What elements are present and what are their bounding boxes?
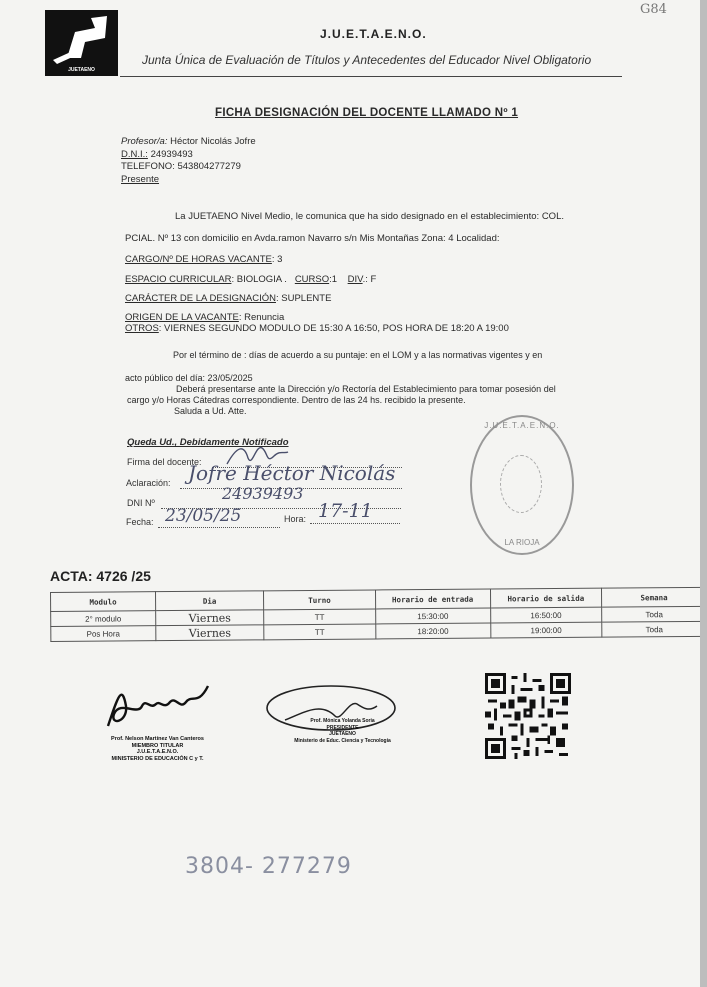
page-title: FICHA DESIGNACIÓN DEL DOCENTE LLAMADO Nº 1 bbox=[215, 107, 519, 119]
schedule-table bbox=[50, 587, 707, 642]
cell-turno: TT bbox=[264, 609, 376, 625]
caracter-label: CARÁCTER DE LA DESIGNACIÓN bbox=[125, 293, 276, 304]
page-edge bbox=[700, 0, 707, 987]
corner-handwritten-note: G84 bbox=[640, 2, 667, 17]
hora-dots bbox=[310, 523, 400, 524]
col-turno: Turno bbox=[264, 590, 376, 610]
col-salida: Horario de salida bbox=[490, 588, 602, 608]
fecha-handwriting: 23/05/25 bbox=[165, 506, 242, 526]
debera-line-2: cargo y/o Horas Cátedras correspondiente. Dentro de las 24 hs. recibido la presente. bbox=[127, 395, 466, 405]
left-signature-scribble bbox=[98, 676, 218, 736]
caracter-line bbox=[125, 293, 331, 304]
center-sig-role: PRESIDENTE bbox=[326, 724, 359, 731]
espacio-label: ESPACIO CURRICULAR bbox=[125, 274, 232, 285]
fecha-label: Fecha: bbox=[126, 517, 154, 527]
cell-turno: TT bbox=[264, 624, 376, 640]
cargo-line bbox=[125, 254, 282, 265]
fecha-dots bbox=[158, 527, 280, 528]
recipient-block bbox=[121, 136, 256, 186]
div-value: .: F bbox=[362, 274, 377, 285]
dni-label: D.N.I.: bbox=[121, 148, 148, 160]
dni-line bbox=[121, 149, 256, 162]
seal-bottom-text: LA RIOJA bbox=[504, 538, 540, 547]
aclaracion-handwriting: Jofre Héctor Nicolás bbox=[188, 461, 396, 485]
hora-label: Hora: bbox=[284, 514, 307, 524]
dni-handwriting: 24939493 bbox=[222, 484, 304, 503]
notificado-heading: Queda Ud., Debidamente Notificado bbox=[127, 437, 289, 448]
cargo-label: CARGO/Nº DE HORAS VACANTE bbox=[125, 254, 272, 265]
header-divider bbox=[120, 76, 622, 77]
otros-line bbox=[125, 323, 509, 334]
cell-modulo: Pos Hora bbox=[51, 626, 156, 642]
left-signature-caption bbox=[100, 736, 215, 762]
intro-line-1: La JUETAENO Nivel Medio, le comunica que ha sido designado en el establecimiento: COL. bbox=[175, 211, 564, 222]
left-sig-role: MIEMBRO TITULAR bbox=[131, 742, 184, 749]
presente-line: Presente bbox=[121, 173, 160, 185]
cargo-value: : 3 bbox=[271, 254, 283, 265]
div-label: DIV bbox=[347, 274, 363, 285]
cell-dia: Viernes bbox=[156, 625, 264, 641]
center-sig-name: Prof. Mónica Yolanda Soria bbox=[310, 718, 375, 724]
seal-emblem bbox=[500, 455, 542, 513]
espacio-line bbox=[125, 274, 376, 285]
logo-label: JUETAENO bbox=[68, 67, 95, 73]
debera-line-1: Deberá presentarse ante la Dirección y/o Rectoría del Establecimiento para tomar posesión del bbox=[176, 384, 556, 394]
qr-code[interactable] bbox=[485, 672, 571, 760]
col-semana: Semana bbox=[602, 587, 707, 607]
col-dia: Dia bbox=[155, 591, 263, 611]
origen-value: : Renuncia bbox=[238, 312, 285, 323]
profesor-label: Profesor/a: bbox=[121, 136, 168, 147]
left-sig-name: Prof. Nelson Martínez Van Canteros bbox=[111, 736, 204, 742]
dni-sig-label: DNI Nº bbox=[127, 498, 155, 508]
cell-semana: Toda bbox=[602, 606, 707, 622]
cell-entrada: 18:20:00 bbox=[375, 623, 490, 639]
caracter-value: : SUPLENTE bbox=[275, 293, 332, 304]
termino-line-2: acto público del día: 23/05/2025 bbox=[125, 373, 253, 383]
cell-entrada: 15:30:00 bbox=[375, 608, 490, 624]
cell-dia: Viernes bbox=[156, 610, 264, 626]
center-sig-org: JUETAENO bbox=[329, 731, 356, 737]
dni-value: 24939493 bbox=[150, 148, 193, 160]
org-acronym: J.U.E.T.A.E.N.O. bbox=[320, 27, 427, 41]
cell-modulo: 2° modulo bbox=[51, 611, 156, 627]
acta-number: ACTA: 4726 /25 bbox=[50, 568, 151, 584]
cell-salida: 16:50:00 bbox=[490, 607, 602, 623]
col-modulo: Modulo bbox=[51, 592, 156, 612]
curso-label: CURSO bbox=[294, 274, 330, 285]
profesor-line bbox=[121, 136, 256, 149]
origen-line bbox=[125, 312, 284, 323]
chair-icon bbox=[45, 10, 118, 68]
org-full-name: Junta Única de Evaluación de Títulos y Antecedentes del Educador Nivel Obligatorio bbox=[142, 53, 592, 67]
saluda-line: Saluda a Ud. Atte. bbox=[174, 406, 247, 416]
otros-value: : VIERNES SEGUNDO MODULO DE 15:30 A 16:50, POS HORA DE 18:20 A 19:00 bbox=[158, 323, 509, 334]
center-signature-caption bbox=[290, 718, 395, 744]
curso-value: :1 bbox=[329, 274, 338, 285]
left-sig-org: J.U.E.T.A.E.N.O. bbox=[136, 749, 179, 755]
telefono-line: TELEFONO: 543804277279 bbox=[121, 161, 241, 172]
otros-label: OTROS bbox=[125, 323, 159, 334]
left-sig-ministry: MINISTERIO DE EDUCACIÓN C y T. bbox=[111, 755, 204, 762]
seal-top-text: J.U.E.T.A.E.N.O. bbox=[484, 421, 560, 430]
cell-semana: Toda bbox=[602, 621, 707, 637]
hora-handwriting: 17-11 bbox=[318, 500, 373, 522]
profesor-value: Héctor Nicolás Jofre bbox=[170, 136, 256, 147]
termino-line-1: Por el término de : días de acuerdo a su puntaje: en el LOM y a las normativas vigentes y en bbox=[173, 350, 543, 360]
col-entrada: Horario de entrada bbox=[375, 589, 490, 609]
cell-salida: 19:00:00 bbox=[490, 622, 602, 638]
firma-label: Firma del docente: bbox=[127, 457, 202, 467]
juetaeno-logo bbox=[45, 10, 118, 76]
aclaracion-label: Aclaración: bbox=[126, 478, 171, 488]
official-seal bbox=[470, 415, 574, 555]
center-sig-ministry: Ministerio de Educ. Ciencia y Tecnología bbox=[294, 737, 391, 744]
espacio-value: : BIOLOGIA . bbox=[231, 274, 287, 285]
handwritten-phone: 3804- 277279 bbox=[185, 854, 352, 879]
intro-line-2: PCIAL. Nº 13 con domicilio en Avda.ramon Navarro s/n Mis Montañas Zona: 4 Localidad: bbox=[125, 233, 500, 244]
origen-label: ORIGEN DE LA VACANTE bbox=[125, 312, 239, 323]
